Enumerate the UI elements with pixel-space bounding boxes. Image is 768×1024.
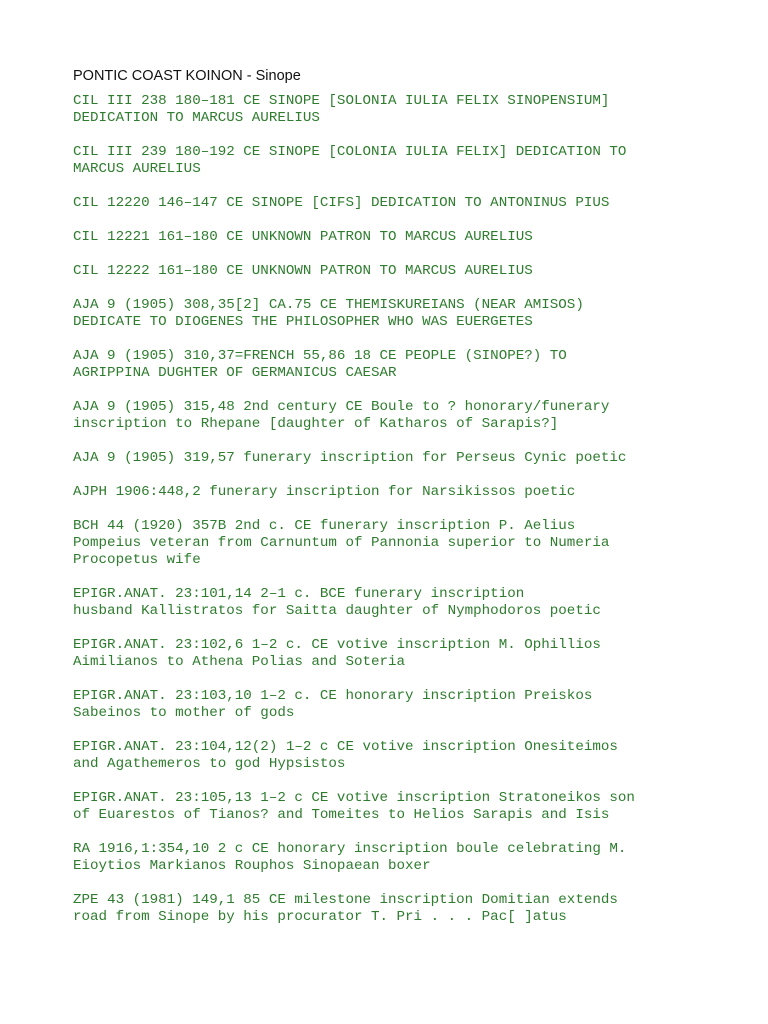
- inscription-entry: [73, 637, 753, 671]
- inscription-entry-line: AGRIPPINA DUGHTER OF GERMANICUS CAESAR: [73, 365, 397, 381]
- inscription-entry-line: inscription to Rhepane [daughter of Katharos of Sarapis?]: [73, 416, 559, 432]
- inscription-entry-line: EPIGR.ANAT. 23:103,10 1–2 c. CE honorary inscription Preiskos: [73, 688, 593, 704]
- document-page: [73, 66, 753, 943]
- inscription-entry-line: ZPE 43 (1981) 149,1 85 CE milestone inscription Domitian extends: [73, 892, 618, 908]
- inscription-entry: [73, 297, 753, 331]
- inscription-entry: [73, 739, 753, 773]
- inscription-entry: [73, 399, 753, 433]
- inscription-entry-line: BCH 44 (1920) 357B 2nd c. CE funerary inscription P. Aelius: [73, 518, 576, 534]
- inscription-entry-line: AJA 9 (1905) 308,35[2] CA.75 CE THEMISKUREIANS (NEAR AMISOS): [73, 297, 584, 313]
- inscription-entry-line: road from Sinope by his procurator T. Pri . . . Pac[ ]atus: [73, 909, 567, 925]
- inscription-entry: [73, 229, 753, 246]
- inscription-entry-line: AJA 9 (1905) 319,57 funerary inscription for Perseus Cynic poetic: [73, 450, 627, 466]
- inscription-list: [73, 93, 753, 926]
- inscription-entry: [73, 263, 753, 280]
- inscription-entry-line: husband Kallistratos for Saitta daughter of Nymphodoros poetic: [73, 603, 601, 619]
- inscription-entry: [73, 841, 753, 875]
- inscription-entry-line: MARCUS AURELIUS: [73, 161, 201, 177]
- inscription-entry-line: Procopetus wife: [73, 552, 201, 568]
- inscription-entry: [73, 195, 753, 212]
- inscription-entry-line: of Euarestos of Tianos? and Tomeites to Helios Sarapis and Isis: [73, 807, 610, 823]
- inscription-entry-line: Aimilianos to Athena Polias and Soteria: [73, 654, 406, 670]
- document-title: PONTIC COAST KOINON - Sinope: [73, 68, 301, 84]
- inscription-entry: [73, 586, 753, 620]
- inscription-entry-line: CIL 12221 161–180 CE UNKNOWN PATRON TO MARCUS AURELIUS: [73, 229, 533, 245]
- inscription-entry-line: CIL III 239 180–192 CE SINOPE [COLONIA IULIA FELIX] DEDICATION TO: [73, 144, 627, 160]
- inscription-entry-line: Sabeinos to mother of gods: [73, 705, 295, 721]
- inscription-entry: [73, 144, 753, 178]
- inscription-entry-line: EPIGR.ANAT. 23:105,13 1–2 c CE votive inscription Stratoneikos son: [73, 790, 635, 806]
- inscription-entry: [73, 892, 753, 926]
- inscription-entry: [73, 484, 753, 501]
- inscription-entry-line: AJA 9 (1905) 310,37=FRENCH 55,86 18 CE PEOPLE (SINOPE?) TO: [73, 348, 567, 364]
- inscription-entry-line: CIL 12220 146–147 CE SINOPE [CIFS] DEDICATION TO ANTONINUS PIUS: [73, 195, 610, 211]
- inscription-entry: [73, 93, 753, 127]
- inscription-entry-line: EPIGR.ANAT. 23:102,6 1–2 c. CE votive inscription M. Ophillios: [73, 637, 601, 653]
- inscription-entry-line: EPIGR.ANAT. 23:104,12(2) 1–2 c CE votive inscription Onesiteimos: [73, 739, 618, 755]
- inscription-entry-line: DEDICATE TO DIOGENES THE PHILOSOPHER WHO WAS EUERGETES: [73, 314, 533, 330]
- inscription-entry: [73, 790, 753, 824]
- inscription-entry: [73, 450, 753, 467]
- inscription-entry: [73, 348, 753, 382]
- inscription-entry-line: and Agathemeros to god Hypsistos: [73, 756, 346, 772]
- inscription-entry-line: Pompeius veteran from Carnuntum of Pannonia superior to Numeria: [73, 535, 610, 551]
- inscription-entry-line: AJA 9 (1905) 315,48 2nd century CE Boule to ? honorary/funerary: [73, 399, 610, 415]
- inscription-entry: [73, 688, 753, 722]
- inscription-entry-line: CIL III 238 180–181 CE SINOPE [SOLONIA IULIA FELIX SINOPENSIUM]: [73, 93, 610, 109]
- inscription-entry-line: AJPH 1906:448,2 funerary inscription for Narsikissos poetic: [73, 484, 576, 500]
- inscription-entry-line: RA 1916,1:354,10 2 c CE honorary inscription boule celebrating M.: [73, 841, 627, 857]
- inscription-entry-line: EPIGR.ANAT. 23:101,14 2–1 c. BCE funerary inscription: [73, 586, 525, 602]
- inscription-entry-line: DEDICATION TO MARCUS AURELIUS: [73, 110, 320, 126]
- inscription-entry: [73, 518, 753, 569]
- inscription-entry-line: CIL 12222 161–180 CE UNKNOWN PATRON TO MARCUS AURELIUS: [73, 263, 533, 279]
- inscription-entry-line: Eioytios Markianos Rouphos Sinopaean boxer: [73, 858, 431, 874]
